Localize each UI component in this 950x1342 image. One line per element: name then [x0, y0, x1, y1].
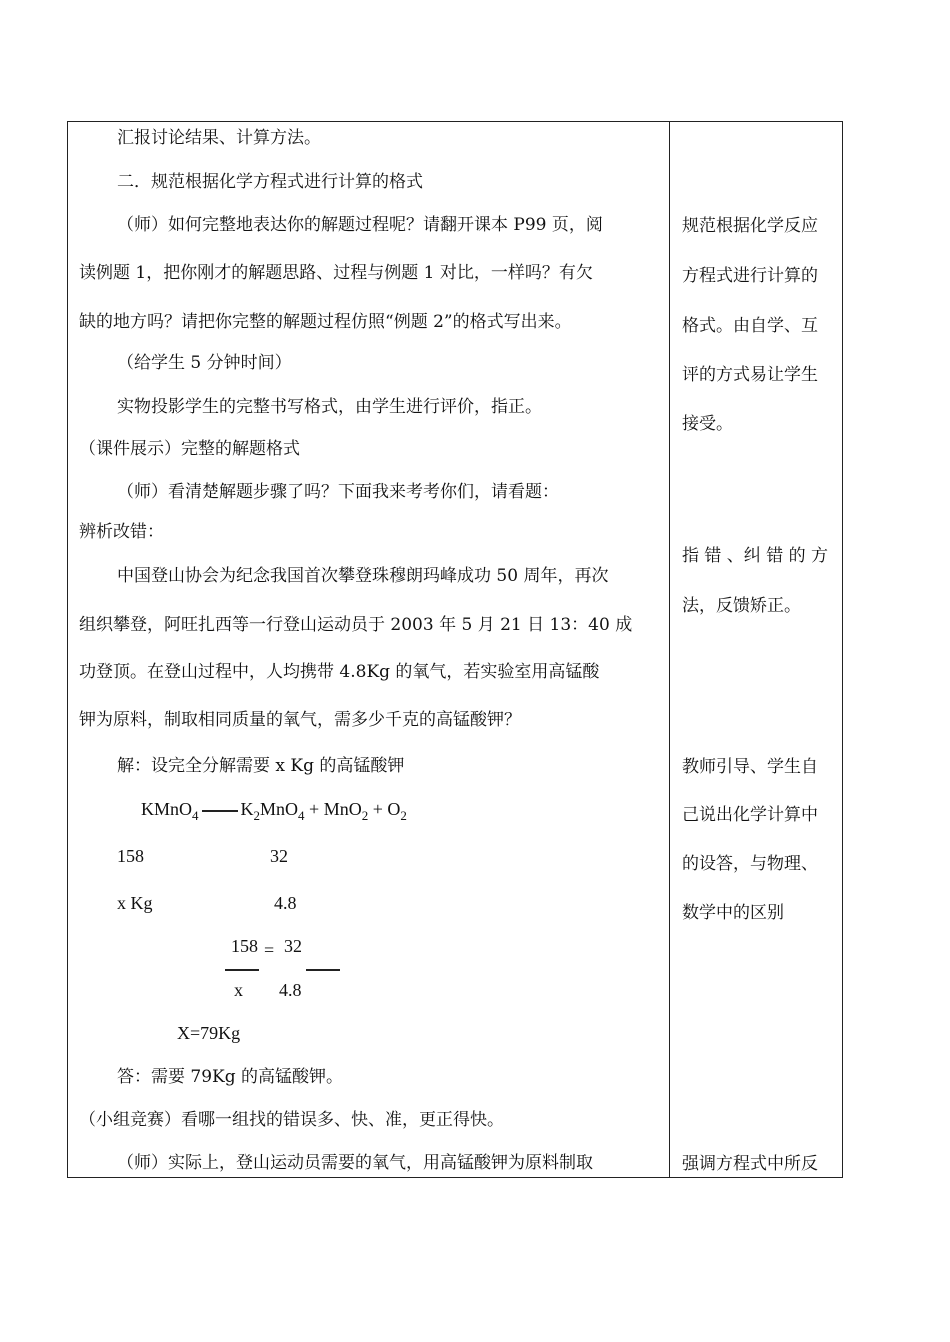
paragraph-teacher-line: 缺的地方吗？请把你完整的解题过程仿照“例题 2”的格式写出来。 [79, 312, 572, 332]
fraction-numerator: 158 [231, 936, 258, 956]
paragraph-teacher-question: （师）看清楚解题步骤了吗？下面我来考考你们，请看题： [117, 482, 559, 502]
side-note-line: 评的方式易让学生 [682, 365, 818, 385]
paragraph-teacher-line: 读例题 1，把你刚才的解题思路、过程与例题 1 对比，一样吗？有欠 [79, 263, 593, 283]
answer: 答：需要 79Kg 的高锰酸钾。 [117, 1067, 344, 1087]
side-note-line: 格式。由自学、互 [682, 316, 818, 336]
product: MnO$_2$ [323, 799, 369, 823]
paragraph-label: 辨析改错： [79, 522, 164, 542]
product: $K_2MnO_4$ [240, 799, 305, 823]
fraction-denominator: 4.8 [279, 980, 302, 1000]
quantity: x Kg [117, 893, 153, 913]
side-note-line: 强调方程式中所反 [682, 1154, 818, 1174]
problem-line: 组织攀登，阿旺扎西等一行登山运动员于 2003 年 5 月 21 日 13：40 成 [79, 615, 633, 635]
side-note-line: 的设答，与物理、 [682, 854, 818, 874]
paragraph-courseware: （课件展示）完整的解题格式 [79, 439, 300, 459]
fraction-bar [306, 969, 340, 971]
result: X=79Kg [177, 1023, 241, 1043]
fraction-bar [225, 969, 259, 971]
side-note-line: 规范根据化学反应 [682, 216, 818, 236]
problem-line: 中国登山协会为纪念我国首次攀登珠穆朗玛峰成功 50 周年，再次 [117, 566, 609, 586]
solution-setup: 解：设完全分解需要 x Kg 的高锰酸钾 [117, 756, 405, 776]
molar-mass: 32 [270, 846, 288, 866]
side-note-line: 教师引导、学生自 [682, 757, 818, 777]
fraction-equals: = [264, 940, 275, 960]
paragraph-teacher-line: （师）如何完整地表达你的解题过程呢？请翻开课本 P99 页，阅 [117, 215, 603, 235]
quantity: 4.8 [274, 893, 297, 913]
paragraph-group-contest: （小组竞赛）看哪一组找的错误多、快、准，更正得快。 [79, 1110, 504, 1130]
paragraph-report: 汇报讨论结果、计算方法。 [117, 128, 321, 148]
paragraph-time: （给学生 5 分钟时间） [117, 353, 292, 373]
side-note-line: 指 错 、纠 错 的 方 [682, 546, 829, 566]
side-note-line: 接受。 [682, 414, 733, 434]
section-heading: 二．规范根据化学方程式进行计算的格式 [117, 172, 423, 192]
product: $O_2$ [387, 799, 407, 823]
side-note-line: 方程式进行计算的 [682, 266, 818, 286]
reactant: KMnO$_4$ [141, 799, 199, 823]
side-note-line: 法，反馈矫正。 [682, 596, 801, 616]
fraction-numerator: 32 [284, 936, 302, 956]
fraction-denominator: x [234, 980, 243, 1000]
paragraph-projection: 实物投影学生的完整书写格式，由学生进行评价，指正。 [117, 397, 542, 417]
paragraph-teacher-line: （师）实际上，登山运动员需要的氧气，用高锰酸钾为原料制取 [117, 1153, 593, 1173]
molar-mass: 158 [117, 846, 144, 866]
chemical-equation: KMnO$_4$ $K_2MnO_4 + MnO_2 + O_2$ [141, 799, 407, 823]
problem-line: 功登顶。在登山过程中，人均携带 4.8Kg 的氧气，若实验室用高锰酸 [79, 662, 600, 682]
problem-line: 钾为原料，制取相同质量的氧气，需多少千克的高锰酸钾？ [79, 710, 521, 730]
side-note-line: 己说出化学计算中 [682, 805, 818, 825]
equation-sign [202, 810, 238, 812]
column-divider [669, 121, 670, 1178]
side-note-line: 数学中的区别 [682, 903, 784, 923]
